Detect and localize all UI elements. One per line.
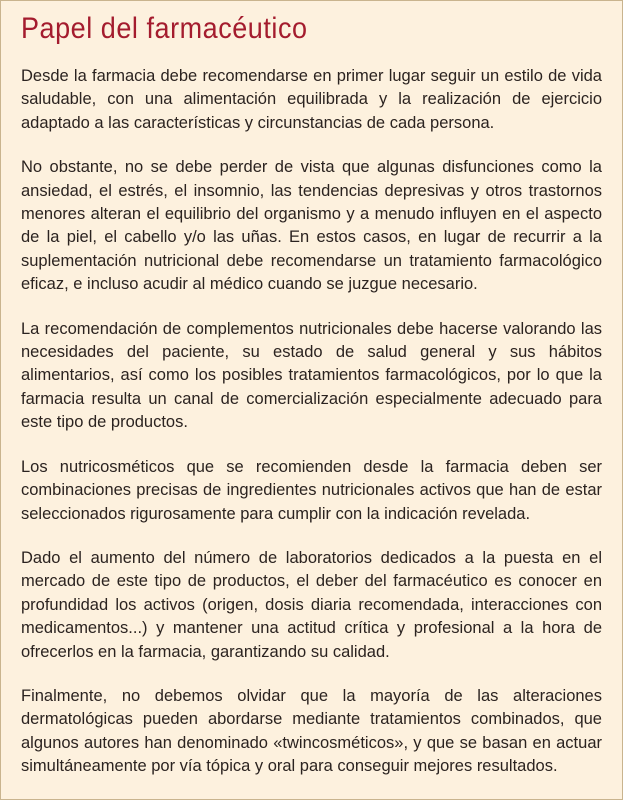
paragraph-1: Desde la farmacia debe recomendarse en primer lugar seguir un estilo de vida saludable, con una alimentación equilibrada y la realización de ejercicio adaptado a las características y circunstancias de cada persona.	[21, 67, 602, 132]
paragraph-6: Finalmente, no debemos olvidar que la mayoría de las alteraciones dermatológicas pueden abordarse mediante tratamientos combinados, que algunos autores han denominado «twincosméticos», y que se basan en actuar simultáneamente por vía tópica y oral para conseguir mejores resultados.	[21, 686, 602, 776]
paragraph-5: Dado el aumento del número de laboratorios dedicados a la puesta en el mercado de este tipo de productos, el deber del farmacéutico es conocer en profundidad los activos (origen, dosis diaria recomendada, interacciones con medicamentos...) y mantener una actitud crítica y profesional a la hora de ofrecerlos en la farmacia, garantizando su calidad.	[21, 548, 602, 661]
paragraph-3: La recomendación de complementos nutricionales debe hacerse valorando las necesidades del paciente, su estado de salud general y sus hábitos alimentarios, así como los posibles tratamientos farmacológicos, por lo que la farmacia resulta un canal de comercialización especialmente adecuado para este tipo de productos.	[21, 319, 602, 432]
paragraph-4: Los nutricosméticos que se recomienden desde la farmacia deben ser combinaciones precisas de ingredientes nutricionales activos que han de estar seleccionados rigurosamente para cumplir con la indicación revelada.	[21, 457, 602, 523]
paragraph-2: No obstante, no se debe perder de vista que algunas disfunciones como la ansiedad, el estrés, el insomnio, las tendencias depresivas y otros trastornos menores alteran el equilibrio del organismo y a menudo influyen en el aspecto de la piel, el cabello y/o las uñas. En estos casos, en lugar de recurrir a la suplementación nutricional debe recomendarse un tratamiento farmacológico eficaz, e incluso acudir al médico cuando se juzgue necesario.	[21, 158, 602, 294]
box-title: Papel del farmacéutico	[21, 12, 308, 45]
